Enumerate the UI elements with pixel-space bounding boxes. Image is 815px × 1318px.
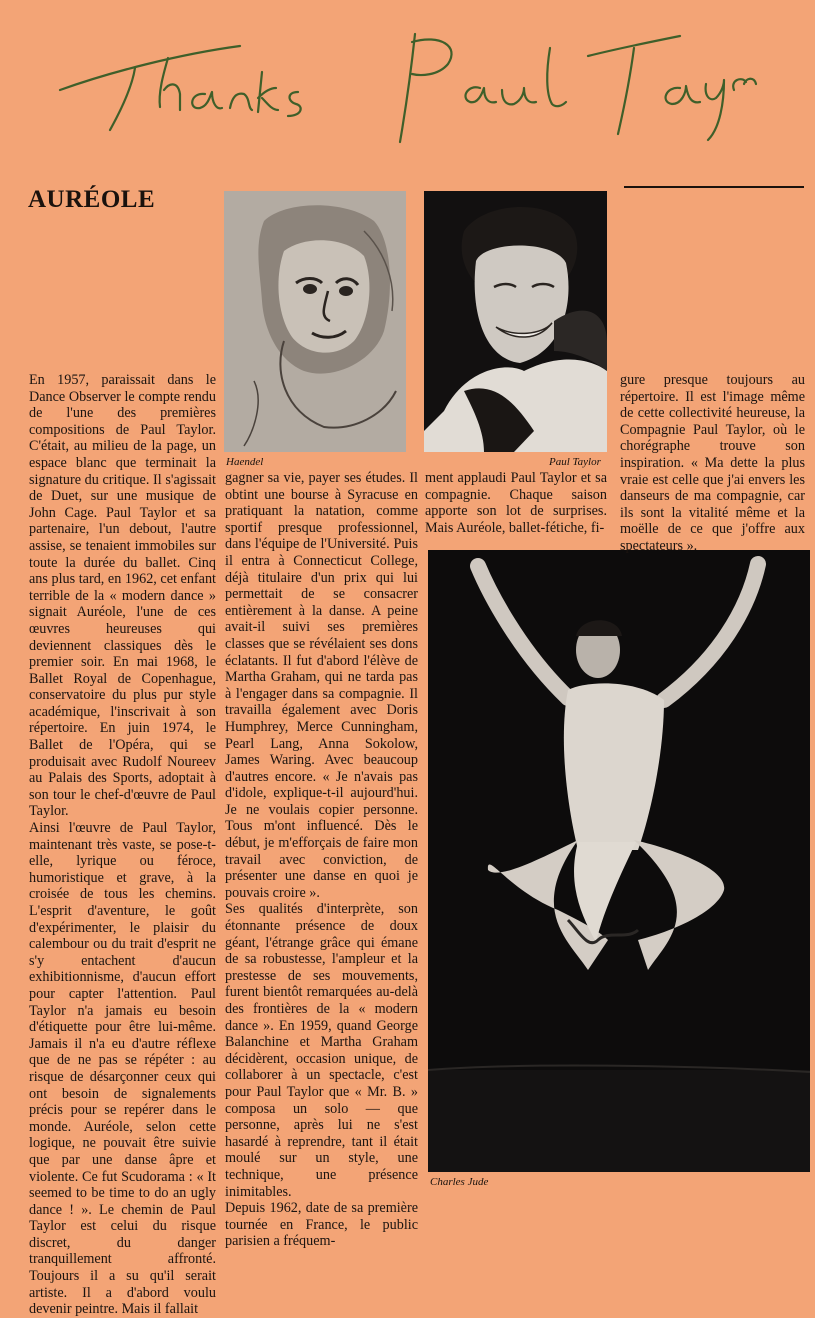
charles-jude-photo	[428, 550, 810, 1172]
paul-taylor-photo-image	[424, 191, 607, 452]
article-column-3	[425, 470, 607, 536]
header-rule	[624, 186, 804, 188]
article-paragraph: gure presque toujours au répertoire. Il est l'image même de cette collectivité heureuse, la Compagnie Paul Taylor, où le chorégraphe trouve son inspiration. « Ma dette la plus vraie est celle que j'ai envers les danseurs de ma compagnie, car ils sont la vitalité même et la moëlle de ce que j'offre aux spectateurs ».	[620, 372, 805, 554]
haendel-portrait	[224, 191, 406, 452]
paul-taylor-portrait	[424, 191, 607, 452]
haendel-caption: Haendel	[226, 456, 264, 468]
article-column-2	[225, 470, 418, 1250]
article-paragraph: En 1957, paraissait dans le Dance Observer le compte rendu de l'une des premières compositions de Paul Taylor. C'était, au milieu de la page, un espace blanc que terminait la signature du critique. Il s'agissait de Duet, sur une musique de John Cage. Paul Taylor et sa partenaire, l'un debout, l'autre assise, se tenaient immobiles sur toute la durée du ballet. Cinq ans plus tard, en 1962, cet enfant terrible de la « modern dance » signait Auréole, l'une de ces œuvres heureuses qui deviennent classiques dès le premier soir. En mai 1968, le Ballet Royal de Copenhague, conservatoire du plus pur style académique, l'inscrivait à son répertoire. En juin 1974, le Ballet de l'Opéra, qui se produisait avec Rudolf Noureev au Palais des Sports, adoptait à son tour le chef-d'œuvre de Paul Taylor.	[29, 372, 216, 820]
paul-taylor-caption: Paul Taylor	[549, 456, 601, 468]
haendel-sketch-image	[224, 191, 406, 452]
article-paragraph: Ainsi l'œuvre de Paul Taylor, maintenant très vaste, se pose-t-elle, lyrique ou féroce, humoristique et grave, à la croisée de tous les chemins. L'esprit d'aventure, le goût d'expérimenter, le plaisir du calembour ou du trait d'esprit ne s'y entachent d'aucun exhibitionnisme, d'aucun effort pour capter l'attention. Paul Taylor n'a jamais eu besoin d'étiquette pour être lui-même. Jamais il n'a eu d'autre réflexe que de ne pas se répéter : au risque de désarçonner ceux qui ont besoin de signalements précis pour se repérer dans le monde. Auréole, selon cette logique, ne pouvait être suivie que par une danse âpre et violente. Ce fut Scudorama : « It seemed to be time to do an ugly dance ! ». Le chemin de Paul Taylor est celui du risque discret, du danger tranquillement affronté. Toujours il a su qu'il serait artiste. Il a d'abord voulu devenir peintre. Mais il fallait	[29, 820, 216, 1318]
article-paragraph: Ses qualités d'interprète, son étonnante présence de doux géant, l'étrange grâce qui émane de sa robustesse, l'ampleur et la prestesse de ses mouvements, furent bientôt remarquées au-delà des frontières de la « modern dance ». En 1959, quand George Balanchine et Martha Graham décidèrent, occasion unique, de collaborer à un spectacle, c'est pour Paul Taylor que « Mr. B. » composa un solo — que personne, après lui ne s'est hasardé à reprendre, tant il était moulé sur un style, une technique, une présence inimitables.	[225, 901, 418, 1200]
article-column-4	[620, 372, 805, 555]
charles-jude-image	[428, 550, 810, 1172]
charles-jude-caption: Charles Jude	[430, 1176, 489, 1188]
signature-drawing	[40, 12, 800, 162]
article-paragraph: gagner sa vie, payer ses études. Il obtint une bourse à Syracuse en pratiquant la natation, comme sportif presque professionnel, dans l'équipe de l'Université. Puis il entra à Connecticut College, déjà titulaire d'un prix qui lui permettait de se consacrer entièrement à la danse. A peine avait-il suivi ses premières classes que se révélaient ses dons éclatants. Il fut d'abord l'élève de Martha Graham, qui ne tarda pas à l'engager dans sa compagnie. Il travailla également avec Doris Humphrey, Merce Cunningham, Pearl Lang, Anna Sokolow, James Waring. Avec beaucoup d'autres encore. « Je n'avais pas d'idole, explique-t-il aujourd'hui. Je ne voulais copier personne. Tous m'ont influencé. Dès le début, je m'efforçais de faire mon travail avec conviction, de présenter une danse en quoi je pouvais croire ».	[225, 470, 418, 901]
article-column-1	[29, 372, 216, 1318]
handwritten-signature	[40, 12, 800, 162]
article-paragraph: Depuis 1962, date de sa première tournée en France, le public parisien a fréquem-	[225, 1200, 418, 1250]
article-paragraph: ment applaudi Paul Taylor et sa compagnie. Chaque saison apporte son lot de surprises. Mais Auréole, ballet-fétiche, fi-	[425, 470, 607, 536]
article-title: AURÉOLE	[28, 186, 156, 213]
